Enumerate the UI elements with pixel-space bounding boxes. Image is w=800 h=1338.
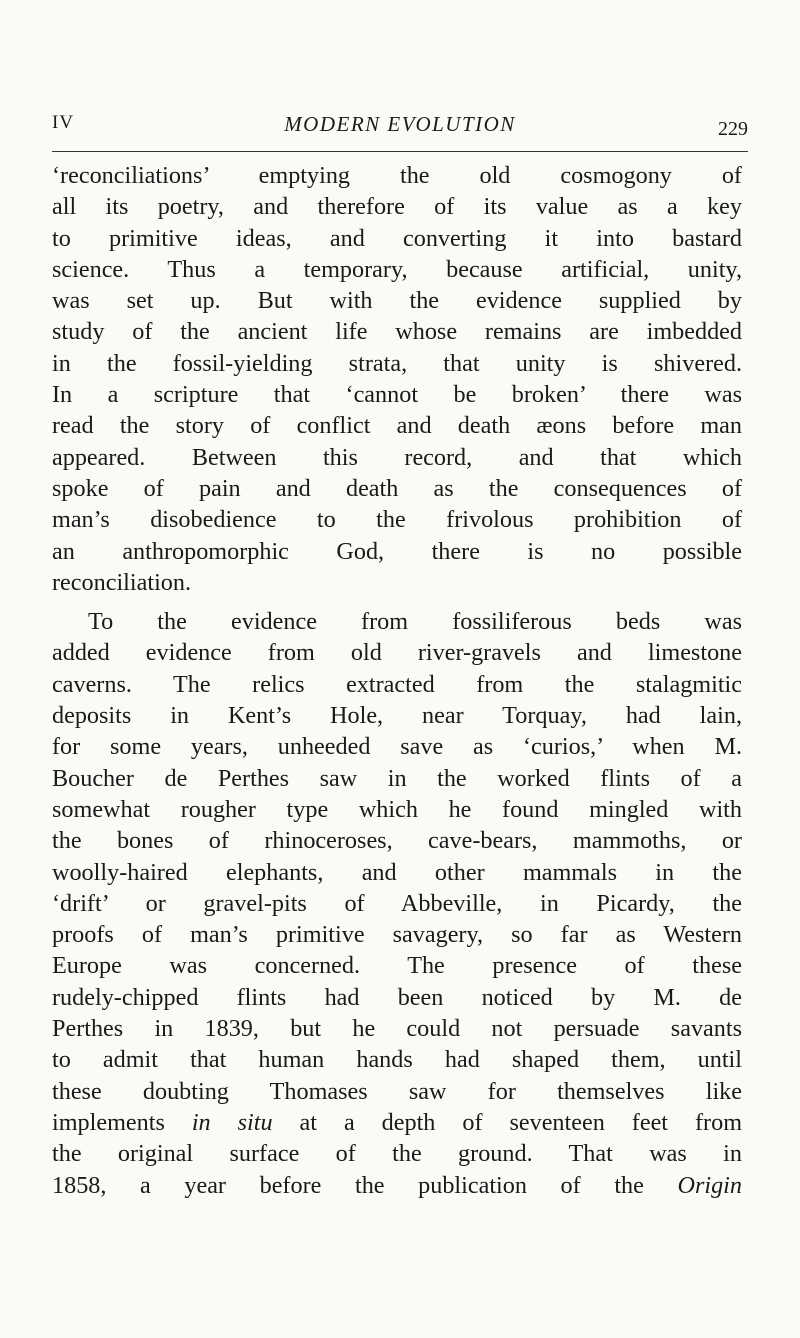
text-line: all its poetry, and therefore of its value as a key <box>52 193 742 221</box>
text-line: ‘reconciliations’ emptying the old cosmogony of <box>52 162 742 189</box>
text-line: proofs of man’s primitive savagery, so far as Western <box>52 921 742 949</box>
paragraph-gap <box>52 598 742 606</box>
text-line: an anthropomorphic God, there is no possible <box>52 537 742 565</box>
header-rule <box>52 151 748 152</box>
text-segment: implements <box>52 1108 192 1136</box>
text-line: science. Thus a temporary, because artificial, unity, <box>52 255 742 283</box>
text-line: reconciliation. <box>52 568 192 596</box>
text-line: To the evidence from fossiliferous beds was <box>88 608 742 636</box>
text-line: woolly-haired elephants, and other mammals in the <box>52 858 742 886</box>
page-number: 229 <box>718 118 748 140</box>
text-line <box>52 1107 742 1138</box>
text-line: Perthes in 1839, but he could not persuade savants <box>52 1015 742 1043</box>
text-line <box>52 1170 742 1201</box>
text-line: the original surface of the ground. That was in <box>52 1140 742 1168</box>
text-line: Europe was concerned. The presence of these <box>52 952 742 980</box>
running-head <box>52 112 748 152</box>
text-line: to primitive ideas, and converting it into bastard <box>52 224 742 252</box>
text-line: rudely-chipped flints had been noticed by M. de <box>52 983 742 1011</box>
body-text <box>52 160 742 1201</box>
text-line: these doubting Thomases saw for themselves like <box>52 1077 742 1105</box>
text-line: appeared. Between this record, and that which <box>52 443 742 471</box>
text-line: In a scripture that ‘cannot be broken’ there was <box>52 381 742 409</box>
text-line: for some years, unheeded save as ‘curios,’ when M. <box>52 733 742 761</box>
running-title: MODERN EVOLUTION <box>284 112 516 136</box>
text-line: was set up. But with the evidence supplied by <box>52 287 742 315</box>
text-line: man’s disobedience to the frivolous prohibition of <box>52 506 742 534</box>
italic-title: Origin <box>677 1171 742 1199</box>
text-line: ‘drift’ or gravel-pits of Abbeville, in Picardy, the <box>52 889 742 917</box>
italic-phrase: in situ <box>191 1108 273 1136</box>
text-line: deposits in Kent’s Hole, near Torquay, had lain, <box>52 702 742 730</box>
text-segment: 1858, a year before the publication of the <box>52 1171 678 1199</box>
text-line: added evidence from old river-gravels and limestone <box>52 639 742 667</box>
text-line: caverns. The relics extracted from the stalagmitic <box>52 670 742 698</box>
text-line: the bones of rhinoceroses, cave-bears, mammoths, or <box>52 827 742 855</box>
text-line: in the fossil-yielding strata, that unity is shivered. <box>52 349 742 377</box>
text-line: spoke of pain and death as the consequences of <box>52 474 742 502</box>
text-line: Boucher de Perthes saw in the worked flints of a <box>52 764 742 792</box>
text-line: somewhat rougher type which he found mingled with <box>52 795 742 823</box>
chapter-number: IV <box>52 112 75 133</box>
text-line: study of the ancient life whose remains are imbedded <box>52 318 742 346</box>
text-line: read the story of conflict and death æons before man <box>52 412 742 440</box>
text-segment: at a depth of seventeen feet from <box>272 1108 743 1136</box>
text-line: to admit that human hands had shaped them, until <box>52 1046 742 1074</box>
